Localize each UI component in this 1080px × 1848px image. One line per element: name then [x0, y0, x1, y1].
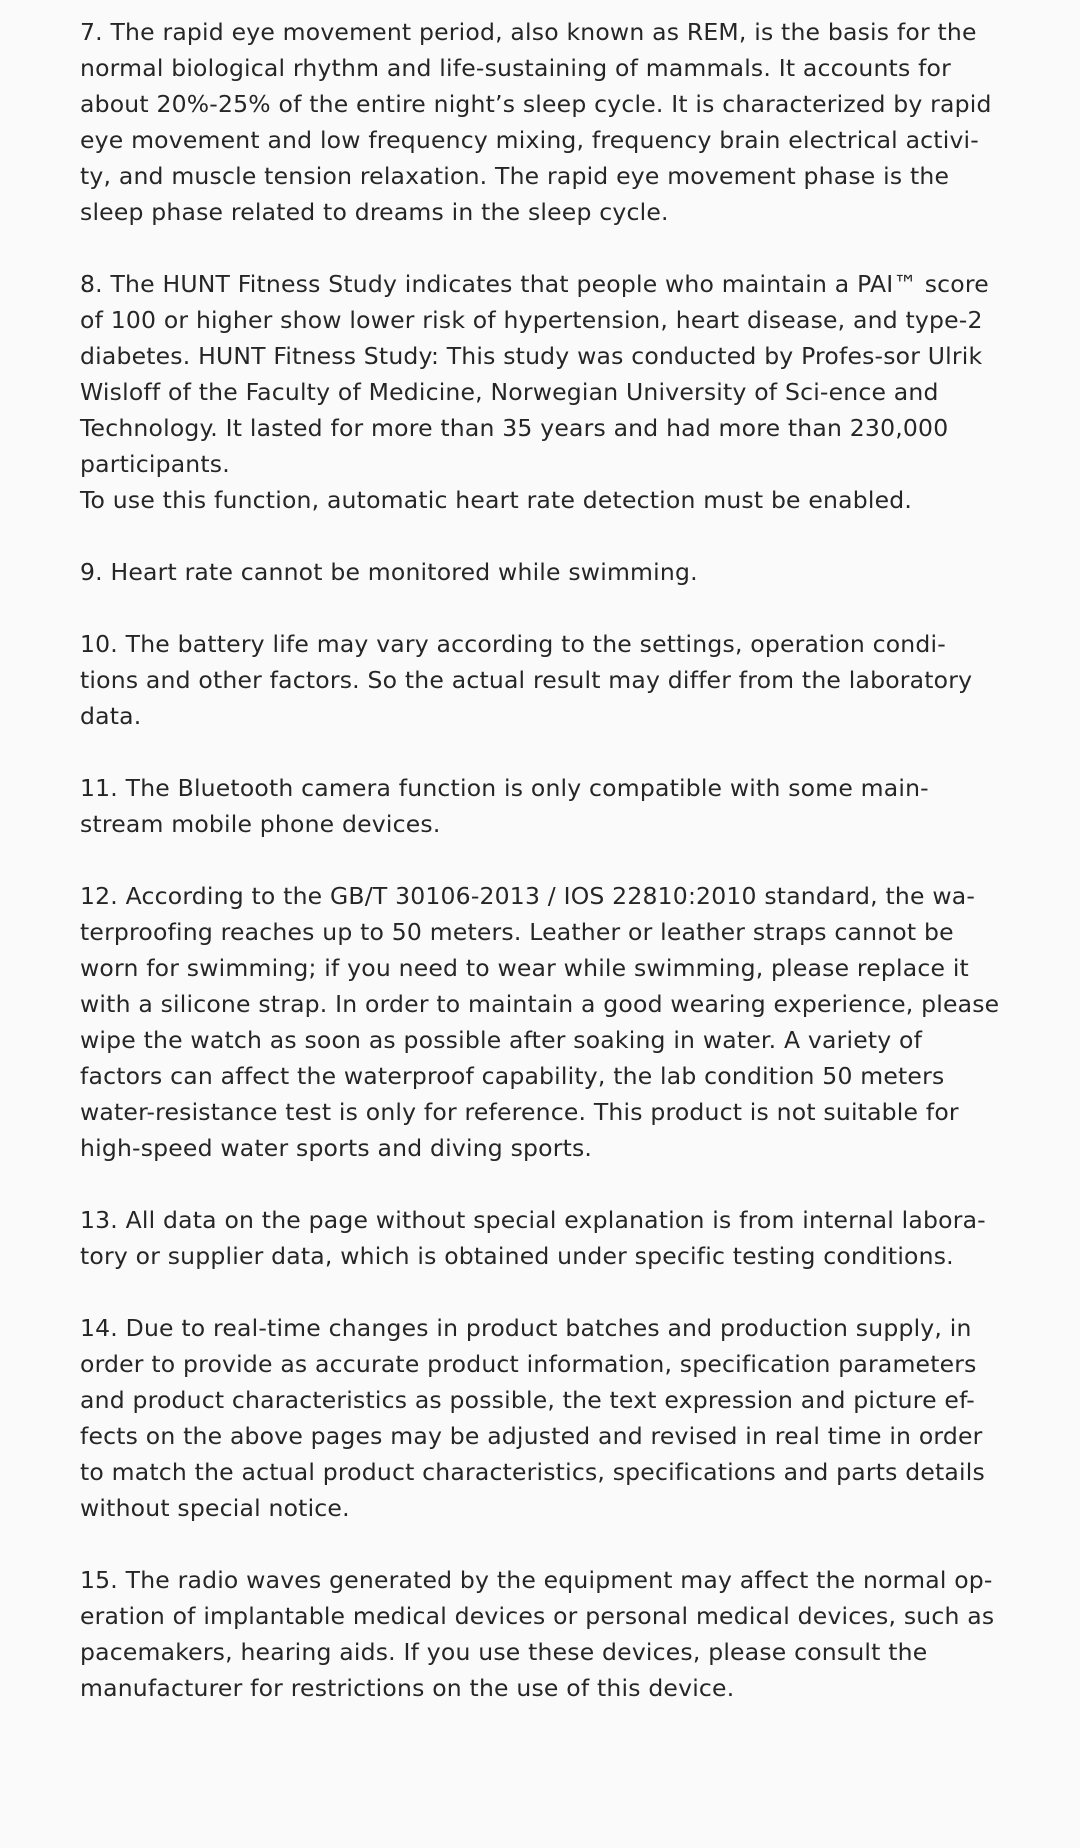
footnote-text: 14. Due to real-time changes in product batches and production supply, in order to provide as accurate product information, specification parameters and product characteristics as possible, the text expression and picture ef-fects on the above pages may be adjusted and revised in real time in order to match the actual product characteristics, specifications and parts details without special notice. [80, 1314, 985, 1522]
footnote-text: 10. The battery life may vary according to the settings, operation condi-tions and other factors. So the actual result may differ from the laboratory data. [80, 630, 973, 730]
footnote-10 [80, 626, 1000, 734]
footnote-text: 12. According to the GB/T 30106-2013 / IOS 22810:2010 standard, the wa-terproofing reaches up to 50 meters. Leather or leather straps cannot be worn for swimming; if you need to wear while swimming, please replace it with a silicone strap. In order to maintain a good wearing experience, please wipe the watch as soon as possible after soaking in water. A variety of factors can affect the waterproof capability, the lab condition 50 meters water-resistance test is only for reference. This product is not suitable for high-speed water sports and diving sports. [80, 882, 1000, 1162]
footnote-text: 7. The rapid eye movement period, also known as REM, is the basis for the normal biological rhythm and life-sustaining of mammals. It accounts for about 20%-25% of the entire night’s sleep cycle. It is characterized by rapid eye movement and low frequency mixing, frequency brain electrical activi-ty, and muscle tension relaxation. The rapid eye movement phase is the sleep phase related to dreams in the sleep cycle. [80, 18, 992, 226]
footnote-8 [80, 266, 1000, 518]
footnote-text: 13. All data on the page without special explanation is from internal labora-tory or supplier data, which is obtained under specific testing conditions. [80, 1206, 986, 1270]
footnote-9 [80, 554, 1000, 590]
footnotes-list [80, 14, 1000, 1742]
footnote-text: 8. The HUNT Fitness Study indicates that people who maintain a PAI™ score of 100 or higher show lower risk of hypertension, heart disease, and type-2 diabetes. HUNT Fitness Study: This study was conducted by Profes-sor Ulrik Wisloff of the Faculty of Medicine, Norwegian University of Sci-ence and Technology. It lasted for more than 35 years and had more than 230,000 participants. [80, 270, 989, 478]
footnote-text: 11. The Bluetooth camera function is only compatible with some main-stream mobile phone devices. [80, 774, 929, 838]
footnote-text: To use this function, automatic heart rate detection must be enabled. [80, 486, 913, 514]
footnote-7 [80, 14, 1000, 230]
footnote-12 [80, 878, 1000, 1166]
footnote-11 [80, 770, 1000, 842]
footnote-15 [80, 1562, 1000, 1706]
footnote-14 [80, 1310, 1000, 1526]
footnote-13 [80, 1202, 1000, 1274]
footnote-text: 15. The radio waves generated by the equipment may affect the normal op-eration of implantable medical devices or personal medical devices, such as pacemakers, hearing aids. If you use these devices, please consult the manufacturer for restrictions on the use of this device. [80, 1566, 995, 1702]
footnote-text: 9. Heart rate cannot be monitored while swimming. [80, 558, 698, 586]
